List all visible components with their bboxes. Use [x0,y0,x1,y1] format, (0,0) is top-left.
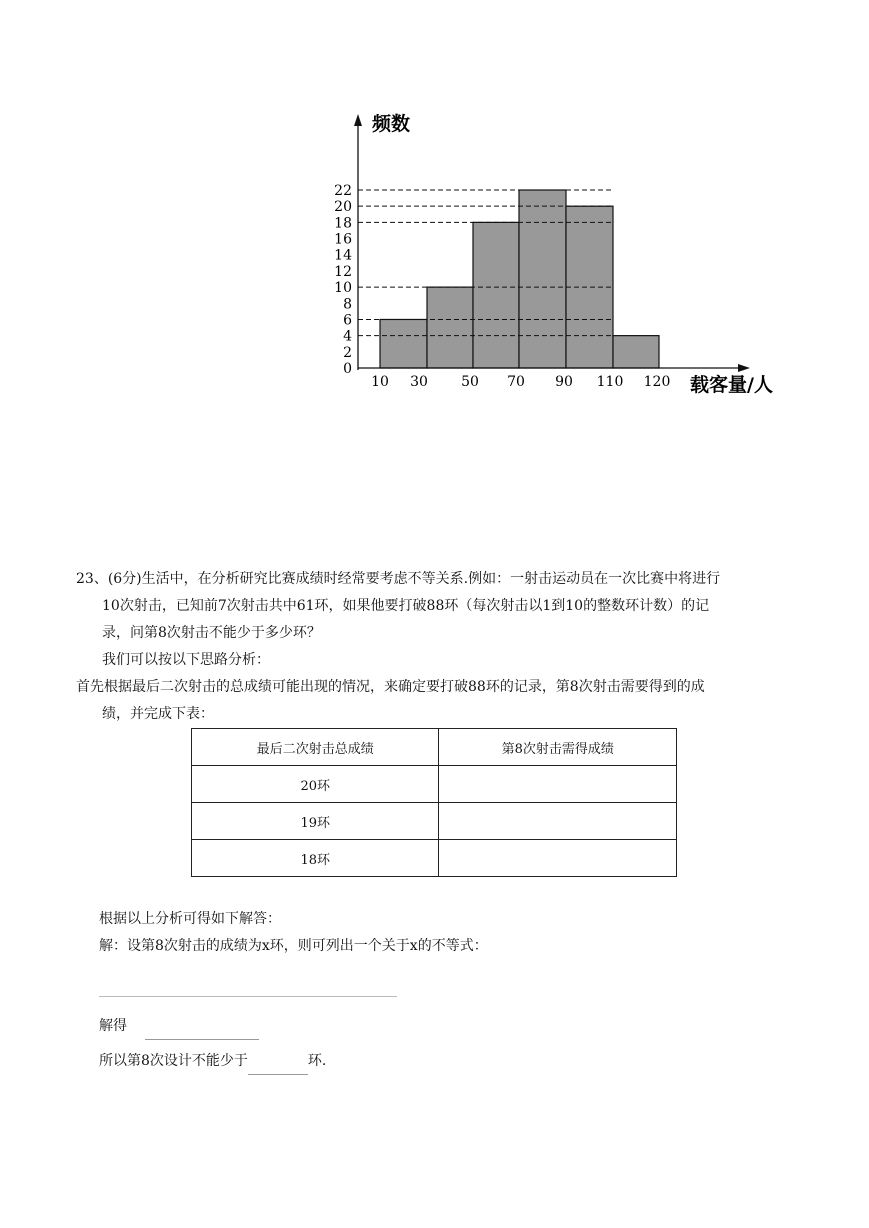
y-tick-label: 20 [334,199,352,216]
y-tick-label: 12 [334,263,352,280]
table-cell: 19环 [192,803,439,840]
question-line: 录，问第8次射击不能少于多少环？ [102,625,321,641]
solve-label: 解得 [99,1018,127,1034]
histogram-bar [566,206,613,368]
table-row [192,803,677,840]
y-tick-label: 18 [334,215,352,232]
y-tick-label: 10 [334,280,352,297]
histogram-bar [427,287,473,368]
x-axis-arrow [738,364,750,372]
question-line: 10次射击，已知前7次射击共中61环，如果他要打破88环（每次射击以1到10的整数环计数）的记 [102,598,710,614]
frequency-histogram [330,100,800,400]
answer-cell[interactable] [439,766,677,803]
table-row [192,840,677,877]
y-tick-label: 22 [334,183,352,199]
y-tick-label: 6 [343,312,352,329]
y-tick-label: 16 [334,231,352,248]
question-line: 23、(6分)生活中，在分析研究比赛成绩时经常要考虑不等关系.例如：一射击运动员在一次比赛中将进行 [76,571,721,587]
answer-table [191,728,677,877]
histogram-bar [473,222,519,368]
solution-section [99,906,488,1075]
x-tick-label: 50 [461,374,479,390]
y-tick-label: 0 [343,361,352,377]
x-tick-label: 30 [410,374,428,390]
y-axis-label: 频数 [372,113,411,135]
conclusion-line [99,1048,488,1075]
x-tick-label: 110 [596,374,624,390]
y-tick-label: 14 [334,247,352,264]
table-header-row [192,729,677,766]
answer-cell[interactable] [439,803,677,840]
conclusion-blank[interactable] [248,1056,308,1075]
x-tick-label: 90 [555,374,573,390]
histogram-bar [519,190,566,368]
x-axis-label: 载客量/人 [690,374,773,396]
histogram-bar [380,319,427,368]
answer-cell[interactable] [439,840,677,877]
x-tick-label: 120 [643,374,671,390]
solution-line: 根据以上分析可得如下解答： [99,911,281,927]
header-cell: 第8次射击需得成绩 [439,729,677,766]
x-tick-label: 10 [371,374,389,390]
question-line: 我们可以按以下思路分析： [102,652,270,668]
x-tick-label: 70 [507,374,525,390]
histogram-bar [613,336,659,368]
table-row [192,766,677,803]
table-cell: 20环 [192,766,439,803]
question-line: 首先根据最后二次射击的总成绩可能出现的情况，来确定要打破88环的记录，第8次射击需要得到的成 [76,679,705,695]
y-tick-label: 8 [343,296,352,313]
question-23 [76,566,792,728]
question-line: 绩，并完成下表： [102,706,214,722]
table-cell: 18环 [192,840,439,877]
y-tick-label: 2 [343,344,352,361]
solve-blank[interactable] [145,1021,259,1040]
header-cell: 最后二次射击总成绩 [192,729,439,766]
inequality-blank[interactable] [99,960,397,997]
y-tick-label: 4 [343,328,352,345]
conclusion-suffix: 环. [307,1053,327,1069]
solution-line: 解：设第8次射击的成绩为x环，则可列出一个关于x的不等式： [99,938,488,954]
y-axis-arrow [354,114,362,126]
conclusion-prefix: 所以第8次设计不能少于 [99,1053,248,1069]
solve-line [99,1013,488,1040]
